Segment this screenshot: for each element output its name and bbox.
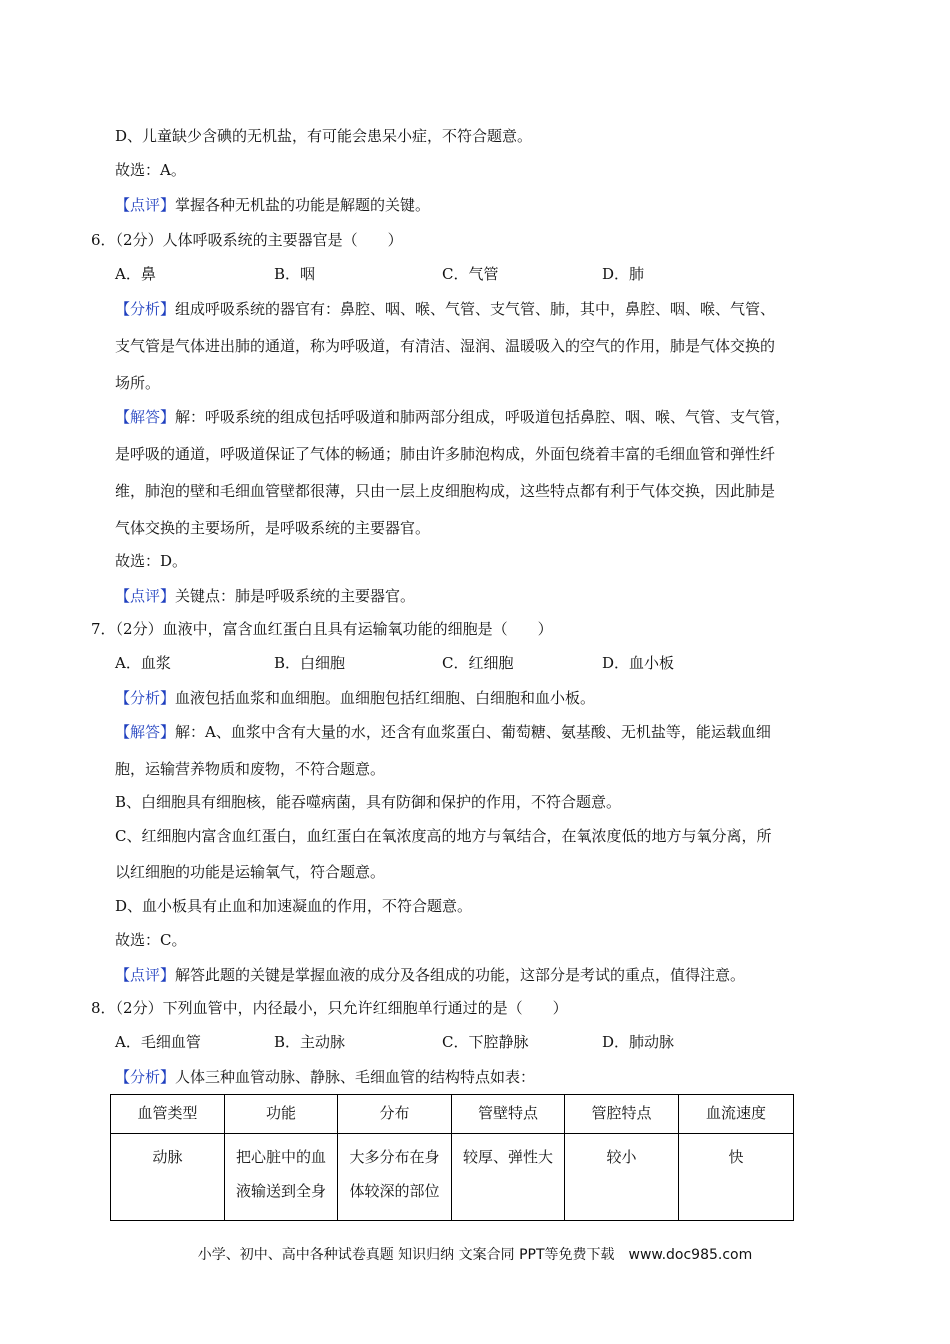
q6-answer-line-3: 维，肺泡的壁和毛细血管壁都很薄，只由一层上皮细胞构成，这些特点都有利于气体交换，因此肺是 <box>115 482 776 500</box>
q6-choice-c: C．气管 <box>442 265 499 283</box>
analysis-tag: 【分析】 <box>115 689 176 707</box>
q7-analysis: 【分析】血液包括血浆和血细胞。血细胞包括红细胞、白细胞和血小板。 <box>115 689 596 707</box>
q7-choice-a: A．血浆 <box>115 654 171 672</box>
table-header-cell: 管腔特点 <box>565 1095 679 1134</box>
comment-tag: 【点评】 <box>115 587 176 605</box>
q7-answer-line-1: 【解答】解：A、血浆中含有大量的水，还含有血浆蛋白、葡萄糖、氨基酸、无机盐等，能运载血细 <box>115 723 771 741</box>
q5-comment-text: 掌握各种无机盐的功能是解题的关键。 <box>175 196 431 214</box>
comment-tag: 【点评】 <box>115 966 176 984</box>
q6-analysis-line-2: 支气管是气体进出肺的通道，称为呼吸道，有清洁、湿润、温暖吸入的空气的作用，肺是气体交换的 <box>115 337 776 355</box>
q7-choice-b: B．白细胞 <box>274 654 346 672</box>
table-cell: 把心脏中的血 液输送到全身 <box>225 1134 338 1221</box>
q8-choices <box>115 1031 815 1053</box>
q6-choice-b: B．咽 <box>274 265 316 283</box>
q8-choice-a: A．毛细血管 <box>115 1033 201 1051</box>
q7-answer-line-6: D、血小板具有止血和加速凝血的作用，不符合题意。 <box>115 897 473 915</box>
q8-analysis: 【分析】人体三种血管动脉、静脉、毛细血管的结构特点如表： <box>115 1068 536 1086</box>
page-footer: 小学、初中、高中各种试卷真题 知识归纳 文案合同 PPT等免费下载 www.doc985.com <box>197 1247 753 1263</box>
table-cell: 较厚、弹性大 <box>452 1134 565 1221</box>
answer-tag: 【解答】 <box>115 723 176 741</box>
q7-selection: 故选：C。 <box>115 931 187 949</box>
vessel-structure-table <box>110 1094 794 1221</box>
table-header-cell: 血管类型 <box>111 1095 225 1134</box>
q7-choice-d: D．血小板 <box>602 654 675 672</box>
q6-choice-a: A．鼻 <box>115 265 156 283</box>
q6-comment: 【点评】关键点：肺是呼吸系统的主要器官。 <box>115 587 416 605</box>
q6-answer-line-4: 气体交换的主要场所，是呼吸系统的主要器官。 <box>115 519 431 537</box>
q8-choice-c: C．下腔静脉 <box>442 1033 529 1051</box>
q5-selection: 故选：A。 <box>115 161 186 179</box>
table-cell: 较小 <box>565 1134 679 1221</box>
q6-answer-line-2: 是呼吸的通道，呼吸道保证了气体的畅通；肺由许多肺泡构成，外面包绕着丰富的毛细血管和弹性纤 <box>115 445 776 463</box>
table-header-cell: 血流速度 <box>679 1095 794 1134</box>
table-cell: 大多分布在身 体较深的部位 <box>338 1134 452 1221</box>
q8-choice-d: D．肺动脉 <box>602 1033 675 1051</box>
table-cell: 快 <box>679 1134 794 1221</box>
table-header-cell: 分布 <box>338 1095 452 1134</box>
q5-option-d-explanation: D、儿童缺少含碘的无机盐，有可能会患呆小症，不符合题意。 <box>115 127 533 145</box>
q6-choice-d: D．肺 <box>602 265 645 283</box>
q5-comment <box>115 194 430 216</box>
comment-tag: 【点评】 <box>115 196 176 214</box>
analysis-tag: 【分析】 <box>115 1068 176 1086</box>
answer-tag: 【解答】 <box>115 408 176 426</box>
q6-stem: 6．（2分）人体呼吸系统的主要器官是（ ） <box>91 231 403 249</box>
table-cell: 动脉 <box>111 1134 225 1221</box>
table-row <box>111 1134 794 1221</box>
q8-choice-b: B．主动脉 <box>274 1033 346 1051</box>
q6-selection: 故选：D。 <box>115 552 188 570</box>
table-header-cell: 管壁特点 <box>452 1095 565 1134</box>
q7-choices <box>115 652 815 674</box>
q7-answer-line-2: 胞，运输营养物质和废物，不符合题意。 <box>115 760 386 778</box>
q7-comment: 【点评】解答此题的关键是掌握血液的成分及各组成的功能，这部分是考试的重点，值得注意。 <box>115 966 746 984</box>
q7-answer-line-3: B、白细胞具有细胞核，能吞噬病菌，具有防御和保护的作用，不符合题意。 <box>115 793 622 811</box>
table-header-row <box>111 1095 794 1134</box>
q6-choices <box>115 263 815 285</box>
q7-answer-line-4: C、红细胞内富含血红蛋白，血红蛋白在氧浓度高的地方与氧结合，在氧浓度低的地方与氧分离，所 <box>115 827 772 845</box>
q8-stem: 8．（2分）下列血管中，内径最小，只允许红细胞单行通过的是（ ） <box>91 999 568 1017</box>
q6-analysis-line-1: 【分析】组成呼吸系统的器官有：鼻腔、咽、喉、气管、支气管、肺，其中，鼻腔、咽、喉、气管、 <box>115 300 776 318</box>
table-header-cell: 功能 <box>225 1095 338 1134</box>
q6-answer-line-1: 【解答】解：呼吸系统的组成包括呼吸道和肺两部分组成，呼吸道包括鼻腔、咽、喉、气管、支气管， <box>115 408 791 426</box>
q6-analysis-line-3: 场所。 <box>115 374 161 392</box>
q7-stem: 7．（2分）血液中，富含血红蛋白且具有运输氧功能的细胞是（ ） <box>91 620 553 638</box>
q7-answer-line-5: 以红细胞的功能是运输氧气，符合题意。 <box>115 863 386 881</box>
q7-choice-c: C．红细胞 <box>442 654 514 672</box>
analysis-tag: 【分析】 <box>115 300 176 318</box>
